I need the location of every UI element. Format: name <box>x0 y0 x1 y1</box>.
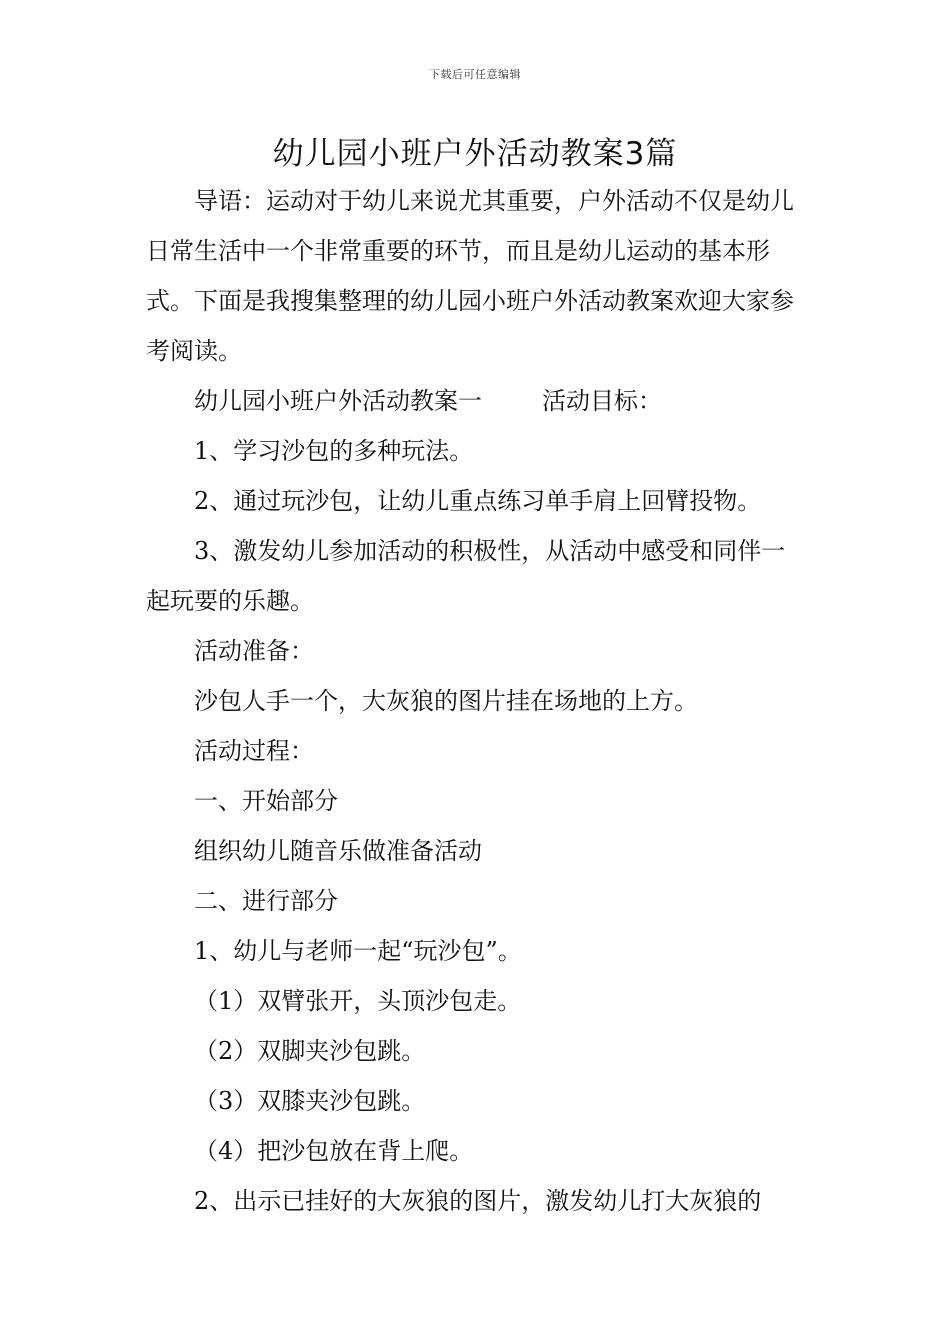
part1-text: 组织幼儿随音乐做准备活动 <box>194 837 482 865</box>
prep-heading: 活动准备： <box>194 637 314 665</box>
part1-heading: 一、开始部分 <box>194 787 338 815</box>
goal-item-1: 1、学习沙包的多种玩法。 <box>194 437 474 465</box>
intro-paragraph: 导语：运动对于幼儿来说尤其重要，户外活动不仅是幼儿日常生活中一个非常重要的环节，而且是幼儿运动的基本形式。下面是我搜集整理的幼儿园小班户外活动教案欢迎大家参考阅读。 <box>146 187 794 365</box>
sub-item-1: （1）双臂张开，头顶沙包走。 <box>194 987 522 1015</box>
part2-item-2: 2、出示已挂好的大灰狼的图片，激发幼儿打大灰狼的 <box>194 1187 762 1215</box>
sub-item-4: （4）把沙包放在背上爬。 <box>194 1137 474 1165</box>
document-title: 幼儿园小班户外活动教案3篇 <box>272 136 678 172</box>
goals-heading: 活动目标： <box>542 387 662 415</box>
sub-item-2: （2）双脚夹沙包跳。 <box>194 1037 426 1065</box>
sub-item-3: （3）双膝夹沙包跳。 <box>194 1087 426 1115</box>
document-body <box>146 176 808 1226</box>
prep-text: 沙包人手一个，大灰狼的图片挂在场地的上方。 <box>194 687 698 715</box>
goal-item-2: 2、通过玩沙包，让幼儿重点练习单手肩上回臂投物。 <box>194 487 762 515</box>
goal-item-3: 3、激发幼儿参加活动的积极性，从活动中感受和同伴一起玩要的乐趣。 <box>146 537 786 615</box>
part2-item-1: 1、幼儿与老师一起“玩沙包”。 <box>194 937 522 965</box>
process-heading: 活动过程： <box>194 737 314 765</box>
section-title-line <box>146 376 808 426</box>
page-header-note: 下载后可任意编辑 <box>429 68 521 81</box>
part2-heading: 二、进行部分 <box>194 887 338 915</box>
section-title: 幼儿园小班户外活动教案一 <box>194 387 482 415</box>
